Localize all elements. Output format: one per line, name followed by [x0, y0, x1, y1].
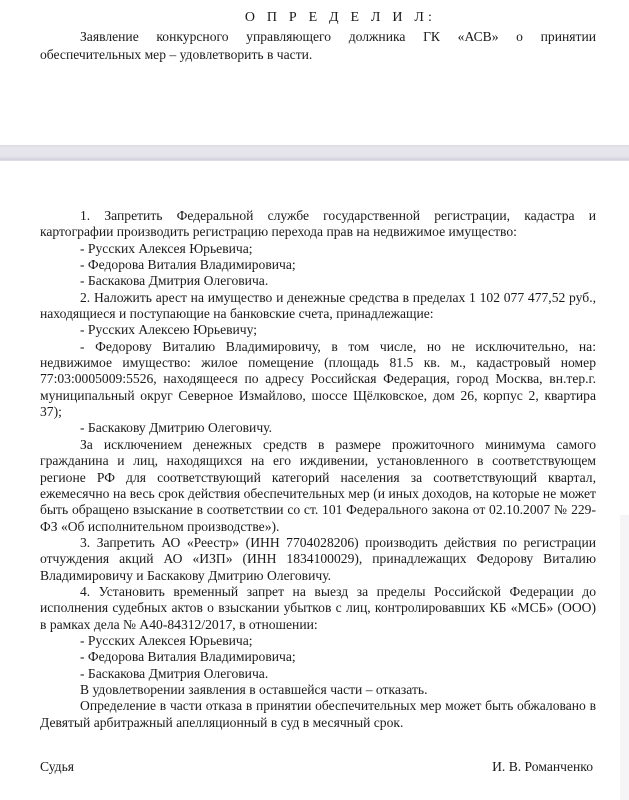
document-heading: О П Р Е Д Е Л И Л: [244, 10, 437, 25]
signature-role: Судья [40, 759, 75, 774]
list-item: - Федорова Виталия Владимировича; [80, 257, 296, 273]
list-item-detailed: - Федорову Виталию Владимировичу, в том числе, но не исключительно, на: недвижимое имущество: жилое помещение (площадь 81.5 кв. м., кадастровый номер 77:03:0005009:5526, находящееся по адресу Российская Федерация, город Москва, вн.тер.г. муниципальный округ Северное Измайлово, шоссе Щёлковское, дом 26, корпус 2, квартира 37); [40, 338, 596, 420]
ruling-intro: Заявление конкурсного управляющего должника ГК «АСВ» о принятии обеспечительных мер – удовлетворить в части. [40, 29, 596, 62]
paragraph-item-1: 1. Запретить Федеральной службе государственной регистрации, кадастра и картографии производить регистрацию перехода прав на недвижимое имущество: [40, 208, 596, 240]
list-item: - Русских Алексея Юрьевича; [80, 632, 253, 648]
ruling-body [40, 208, 596, 731]
paragraph-item-3: 3. Запретить АО «Реестр» (ИНН 7704028206) производить действия по регистрации отчуждения акций АО «ИЗП» (ИНН 1834100029), принадлежащих Федорову Виталию Владимировичу и Баскакову Дмитрию Олеговичу. [40, 534, 596, 583]
paragraph-item-2: 2. Наложить арест на имущество и денежные средства в пределах 1 102 077 477,52 руб., находящиеся и поступающие на банковские счета, принадлежащие: [40, 289, 596, 322]
list-item: - Русских Алексею Юрьевичу; [80, 322, 258, 338]
page-divider [0, 145, 629, 161]
list-item: - Федорова Виталия Владимировича; [80, 649, 296, 665]
list-item: - Русских Алексея Юрьевича; [80, 240, 253, 256]
list-item: - Баскакова Дмитрия Олеговича. [80, 665, 269, 681]
paragraph-item-4: 4. Установить временный запрет на выезд за пределы Российской Федерации до исполнения судебных актов о взыскании убытков с лиц, контролировавших КБ «МСБ» (ООО) в рамках дела № А40-84312/2017, в отношении: [40, 583, 596, 632]
signature-name: И. В. Романченко [492, 759, 593, 774]
exception-paragraph: За исключением денежных средств в размере прожиточного минимума самого гражданина и лиц, находящихся на его иждивении, установленного в соответствующем регионе РФ для соответствующий категорий населения за соответствующий квартал, ежемесячно на весь срок действия обеспечительных мер (и иных доходов, на которые не может быть обращено взыскание в соответствии со ст. 101 Федерального закона от 02.10.2007 № 229-ФЗ «Об исполнительном производстве»). [40, 436, 596, 534]
list-item: - Баскакова Дмитрия Олеговича. [80, 273, 269, 289]
refusal-paragraph: В удовлетворении заявления в оставшейся части – отказать. [80, 681, 428, 697]
appeal-paragraph: Определение в части отказа в принятии обеспечительных мер может быть обжаловано в Девятый арбитражный апелляционный в суд в месячный срок. [40, 698, 596, 730]
ruling-intro-block [40, 28, 596, 63]
page-edge-shadow [620, 515, 629, 800]
document-page-top [0, 0, 629, 145]
list-item: - Баскакову Дмитрию Олеговичу. [80, 420, 273, 436]
